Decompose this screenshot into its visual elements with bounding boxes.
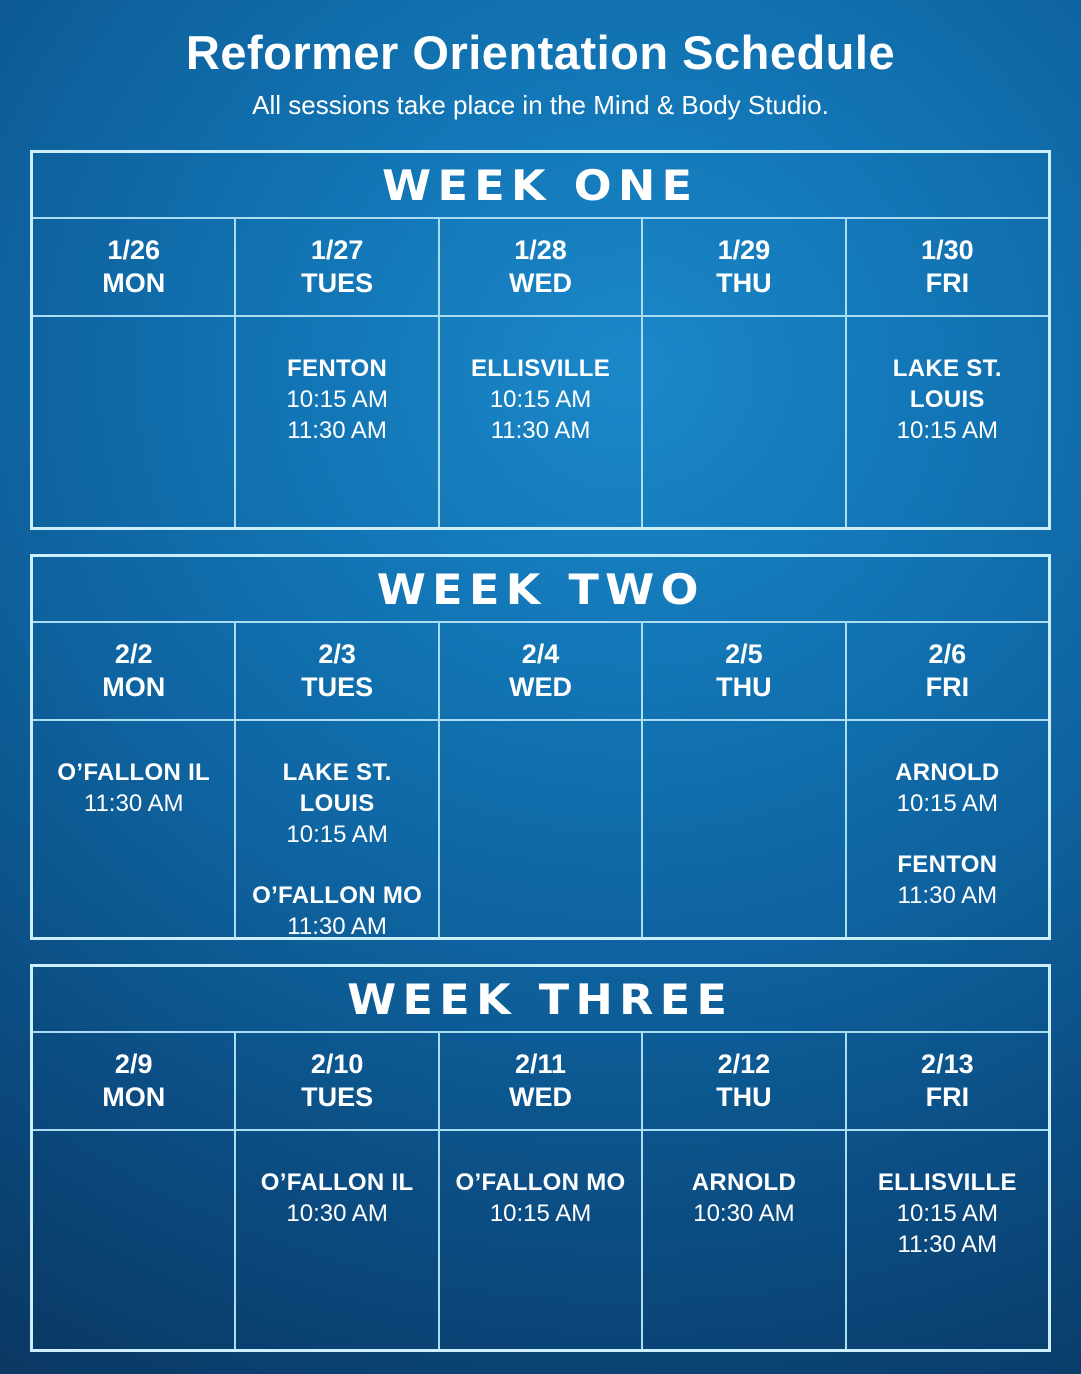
day-date: 2/12 xyxy=(717,1049,771,1080)
weeks-container xyxy=(30,150,1051,1352)
session-time: 10:30 AM xyxy=(286,1200,388,1228)
day-header-cell xyxy=(438,623,641,719)
day-header-cell xyxy=(845,623,1048,719)
schedule-cell xyxy=(641,317,844,527)
session-location: ARNOLD xyxy=(895,759,1000,787)
week-table-three xyxy=(30,964,1051,1352)
day-header-cell xyxy=(234,219,437,315)
day-name: FRI xyxy=(925,672,970,703)
day-header-cell xyxy=(641,219,844,315)
schedule-cell xyxy=(438,1131,641,1349)
day-name: THU xyxy=(716,1082,772,1113)
day-name: WED xyxy=(509,672,573,703)
day-name: TUES xyxy=(301,1082,374,1113)
day-header-cell xyxy=(845,1033,1048,1129)
session-location: FENTON xyxy=(897,851,998,879)
schedule-cell xyxy=(234,317,437,527)
session-time: 10:15 AM xyxy=(896,417,999,445)
day-date: 2/9 xyxy=(114,1049,153,1080)
day-date: 2/3 xyxy=(318,639,356,670)
week-table-two xyxy=(30,554,1051,940)
day-name: FRI xyxy=(925,1082,970,1113)
page-title: Reformer Orientation Schedule xyxy=(185,26,896,79)
day-date: 2/2 xyxy=(114,639,153,670)
session-entry xyxy=(242,353,431,446)
schedule-cell xyxy=(845,1131,1048,1349)
session-time: 10:30 AM xyxy=(693,1200,795,1228)
session-time: 11:30 AM xyxy=(287,417,387,445)
session-entry xyxy=(649,1167,838,1229)
session-location: O’FALLON IL xyxy=(260,1169,414,1197)
schedule-cell xyxy=(438,317,641,527)
day-name: MON xyxy=(102,672,166,703)
page-subtitle: All sessions take place in the Mind & Body Studio. xyxy=(252,90,829,121)
schedule-cell xyxy=(845,721,1048,937)
session-time: 10:15 AM xyxy=(489,1200,592,1228)
week-label: WEEK THREE xyxy=(347,974,734,1024)
day-date: 1/26 xyxy=(107,235,160,266)
week-header xyxy=(33,967,1048,1033)
day-header-cell xyxy=(33,1033,234,1129)
day-header-cell xyxy=(438,1033,641,1129)
day-name: WED xyxy=(509,268,573,299)
session-entry xyxy=(242,1167,431,1229)
session-location: O’FALLON MO xyxy=(252,882,423,910)
day-header-row xyxy=(33,1033,1048,1129)
schedule-cell xyxy=(845,317,1048,527)
session-entry xyxy=(446,1167,635,1229)
day-date: 1/28 xyxy=(514,235,567,266)
schedule-cell xyxy=(234,1131,437,1349)
day-date: 2/5 xyxy=(725,639,763,670)
schedule-cell xyxy=(438,721,641,937)
session-entry xyxy=(242,757,431,850)
day-header-cell xyxy=(33,623,234,719)
day-date: 1/29 xyxy=(717,235,771,266)
session-time: 10:15 AM xyxy=(286,386,388,414)
day-date: 2/13 xyxy=(921,1049,974,1080)
day-name: MON xyxy=(102,268,166,299)
day-header-cell xyxy=(641,623,844,719)
schedule-cell xyxy=(641,1131,844,1349)
schedule-row xyxy=(33,315,1048,527)
session-time: 11:30 AM xyxy=(897,882,998,910)
session-location: FENTON xyxy=(287,355,388,383)
schedule-cell xyxy=(33,1131,234,1349)
day-header-cell xyxy=(234,623,437,719)
session-entry xyxy=(242,880,431,942)
day-date: 2/4 xyxy=(521,639,560,670)
schedule-row xyxy=(33,1129,1048,1349)
session-time: 11:30 AM xyxy=(897,1231,998,1259)
session-entry xyxy=(853,353,1042,446)
day-name: TUES xyxy=(301,268,374,299)
session-location: O’FALLON MO xyxy=(455,1169,626,1197)
session-time: 10:15 AM xyxy=(489,386,592,414)
week-header xyxy=(33,153,1048,219)
day-header-cell xyxy=(845,219,1048,315)
schedule-cell xyxy=(33,721,234,937)
session-location: LAKE ST. LOUIS xyxy=(892,355,1002,414)
day-name: THU xyxy=(716,268,772,299)
day-name: MON xyxy=(102,1082,166,1113)
week-label: WEEK TWO xyxy=(376,564,705,614)
session-time: 11:30 AM xyxy=(287,913,387,941)
session-time: 10:15 AM xyxy=(896,1200,999,1228)
schedule-cell xyxy=(234,721,437,941)
week-table-one xyxy=(30,150,1051,530)
day-date: 1/27 xyxy=(310,235,364,266)
week-label: WEEK ONE xyxy=(382,160,699,210)
session-time: 10:15 AM xyxy=(896,790,999,818)
session-location: ARNOLD xyxy=(691,1169,797,1197)
day-header-cell xyxy=(33,219,234,315)
session-location: O’FALLON IL xyxy=(57,759,211,787)
day-header-cell xyxy=(234,1033,437,1129)
session-location: LAKE ST. LOUIS xyxy=(282,759,392,818)
session-location: ELLISVILLE xyxy=(877,1169,1017,1197)
session-entry xyxy=(446,353,635,446)
session-time: 11:30 AM xyxy=(83,790,184,818)
week-header xyxy=(33,557,1048,623)
day-date: 2/10 xyxy=(310,1049,364,1080)
day-header-cell xyxy=(641,1033,844,1129)
day-name: TUES xyxy=(301,672,374,703)
day-header-row xyxy=(33,623,1048,719)
schedule-cell xyxy=(33,317,234,527)
day-name: FRI xyxy=(925,268,970,299)
schedule-row xyxy=(33,719,1048,941)
day-date: 2/6 xyxy=(928,639,967,670)
schedule-cell xyxy=(641,721,844,937)
session-time: 11:30 AM xyxy=(490,417,591,445)
session-location: ELLISVILLE xyxy=(471,355,611,383)
day-name: THU xyxy=(716,672,772,703)
session-entry xyxy=(39,757,228,819)
day-date: 2/11 xyxy=(514,1049,567,1080)
session-entry xyxy=(853,1167,1042,1260)
day-header-row xyxy=(33,219,1048,315)
session-entry xyxy=(853,849,1042,911)
session-time: 10:15 AM xyxy=(286,821,388,849)
day-header-cell xyxy=(438,219,641,315)
day-date: 1/30 xyxy=(921,235,974,266)
session-entry xyxy=(853,757,1042,819)
day-name: WED xyxy=(509,1082,573,1113)
